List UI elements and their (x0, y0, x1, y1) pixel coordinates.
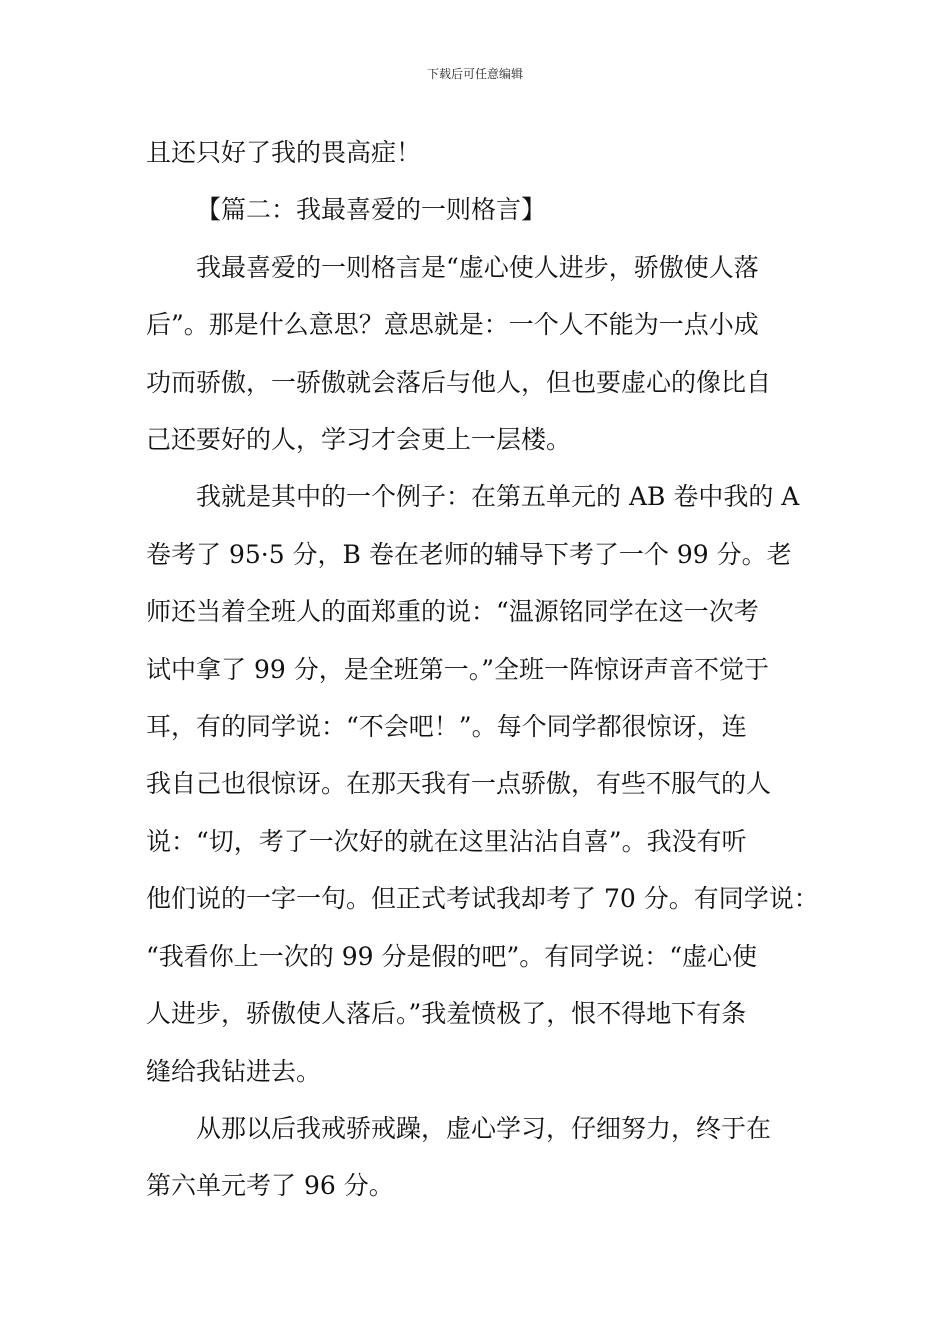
text-line: 后”。那是什么意思？意思就是：一个人不能为一点小成 (146, 310, 759, 340)
text-line: 且还只好了我的畏高症！ (146, 138, 422, 167)
paragraph-4 (146, 1100, 816, 1215)
section-heading (146, 181, 816, 238)
text-line: 试中拿了 99 分，是全班第一。”全班一阵惊讶声音不觉于 (146, 654, 769, 684)
text-line: 【篇二：我最喜爱的一则格言】 (196, 195, 547, 225)
text-line: 人进步，骄傲使人落后。”我羞愤极了，恨不得地下有条 (146, 999, 747, 1029)
text-line: 卷考了 95·5 分，B 卷在老师的辅导下考了一个 99 分。老 (146, 539, 792, 569)
text-line: 耳，有的同学说：“不会吧！”。每个同学都很惊讶，连 (146, 712, 747, 742)
text-line: 我自己也很惊讶。在那天我有一点骄傲，有些不服气的人 (146, 769, 772, 799)
text-line: 他们说的一字一句。但正式考试我却考了 70 分。有同学说： (146, 884, 819, 914)
text-line: 从那以后我戒骄戒躁，虚心学习，仔细努力，终于在 (196, 1113, 772, 1143)
paragraph-2 (146, 239, 816, 469)
paragraph-1 (146, 124, 816, 181)
text-line: 功而骄傲，一骄傲就会落后与他人，但也要虚心的像比自 (146, 367, 772, 397)
text-line: “我看你上一次的 99 分是假的吧”。有同学说：“虚心使 (146, 941, 758, 971)
text-line: 己还要好的人，学习才会更上一层楼。 (146, 425, 572, 455)
page-header: 下载后可任意编辑 (426, 67, 523, 81)
text-line: 缝给我钻进去。 (146, 1056, 322, 1086)
text-line: 第六单元考了 96 分。 (146, 1171, 394, 1201)
text-line: 师还当着全班人的面郑重的说：“温源铭同学在这一次考 (146, 597, 759, 627)
text-line: 我就是其中的一个例子：在第五单元的 AB 卷中我的 A (196, 482, 800, 512)
document-body (146, 124, 819, 1215)
paragraph-3 (146, 468, 819, 1099)
text-line: 我最喜爱的一则格言是“虚心使人进步，骄傲使人落 (196, 252, 759, 282)
text-line: 说：“切，考了一次好的就在这里沾沾自喜”。我没有听 (146, 826, 747, 856)
